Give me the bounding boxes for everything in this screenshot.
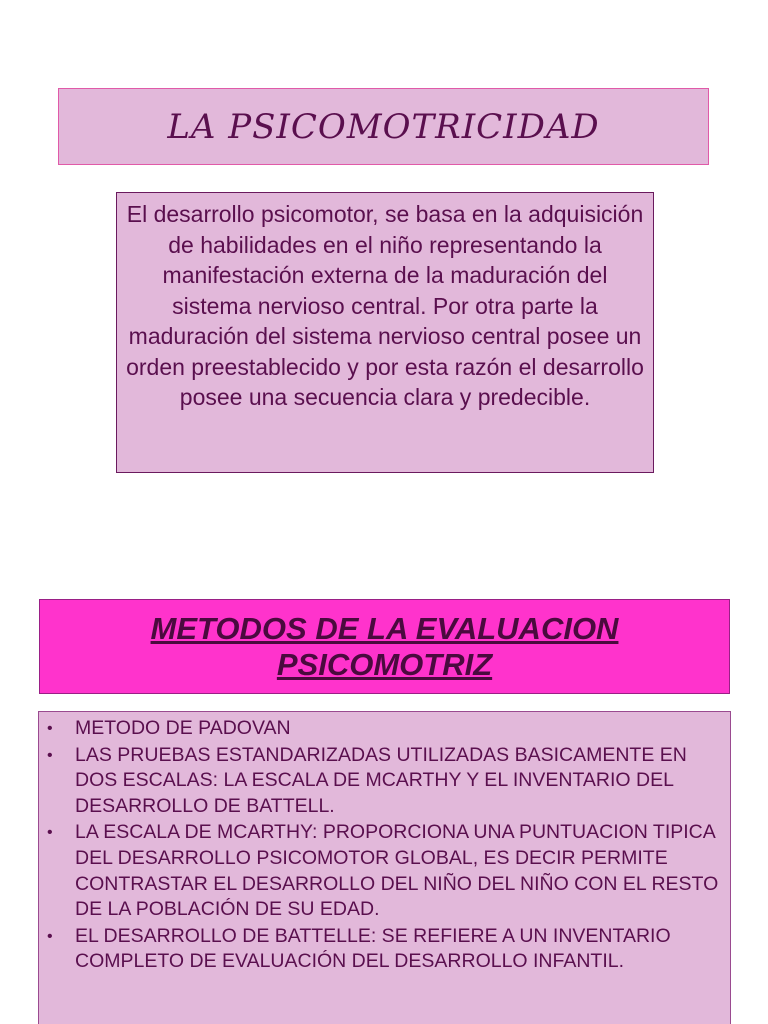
list-item-text: EL DESARROLLO DE BATTELLE: SE REFIERE A UN INVENTARIO COMPLETO DE EVALUACIÓN DEL DESARROLLO INFANTIL. — [75, 924, 671, 973]
methods-header — [39, 599, 730, 694]
title-box — [58, 88, 709, 165]
methods-list — [45, 716, 722, 975]
methods-title: METODOS DE LA EVALUACION PSICOMOTRIZ — [150, 610, 619, 682]
bullet-icon: • — [47, 746, 53, 764]
page-title: LA PSICOMOTRICIDAD — [167, 106, 600, 147]
list-item-text: LA ESCALA DE MCARTHY: PROPORCIONA UNA PUNTUACION TIPICA DEL DESARROLLO PSICOMOTOR GLOBAL, ES DECIR PERMITE CONTRASTAR EL DESARROLLO DEL NIÑO DEL NIÑO CON EL RESTO DE LA POBLACIÓN DE SU EDAD. — [75, 821, 719, 921]
bullet-icon: • — [47, 720, 53, 737]
bullet-icon: • — [47, 927, 53, 945]
list-item — [45, 716, 722, 742]
list-item — [45, 743, 722, 820]
bullet-icon: • — [47, 824, 53, 842]
intro-paragraph: El desarrollo psicomotor, se basa en la adquisición de habilidades en el niño representando la manifestación externa de la maduración del sistema nervioso central. Por otra parte la maduración del sistema nervioso central posee un orden preestablecido y por esta razón el desarrollo posee una secuencia clara y predecible. — [116, 192, 654, 473]
list-item — [45, 820, 722, 922]
list-item-text: LAS PRUEBAS ESTANDARIZADAS UTILIZADAS BASICAMENTE EN DOS ESCALAS: LA ESCALA DE MCARTHY Y EL INVENTARIO DEL DESARROLLO DE BATTELL. — [75, 743, 687, 817]
list-item-text: METODO DE PADOVAN — [75, 717, 291, 739]
methods-list-box — [38, 711, 731, 1024]
list-item — [45, 924, 722, 975]
